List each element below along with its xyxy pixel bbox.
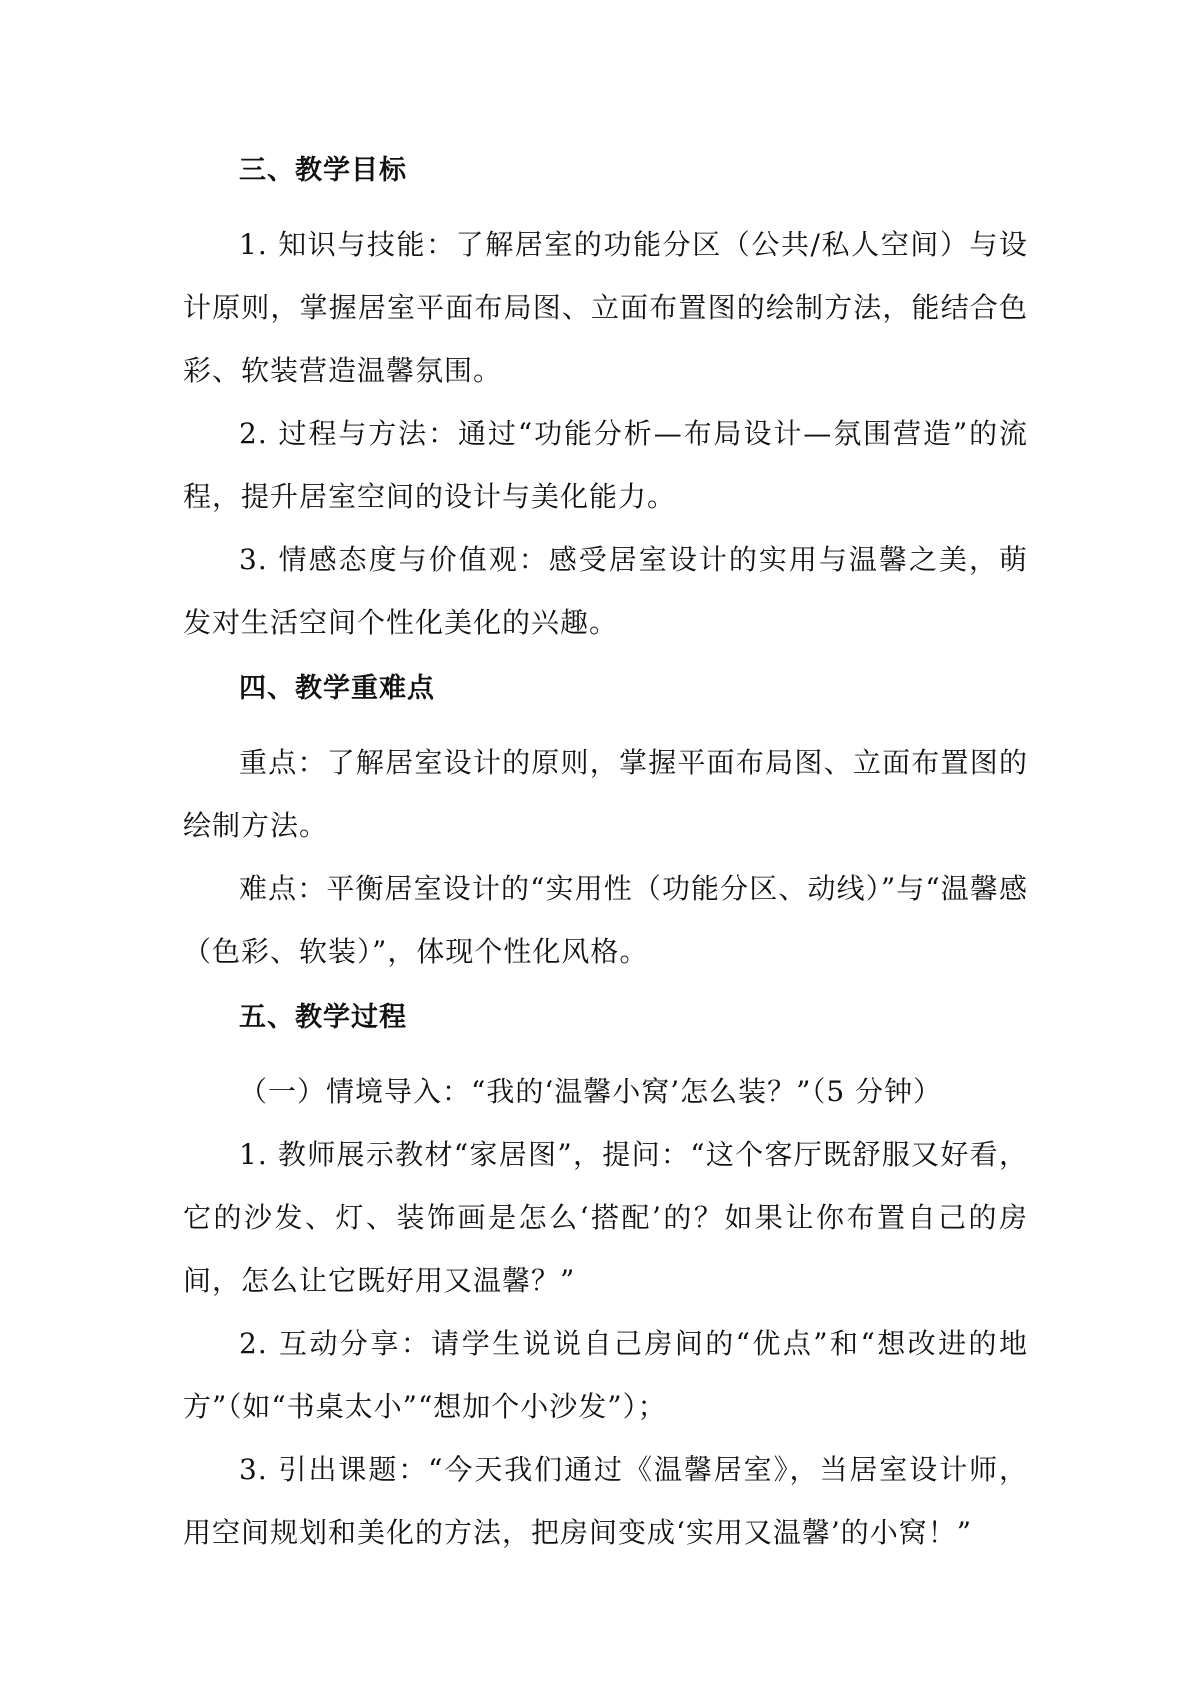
goal-knowledge-skills: 1. 知识与技能：了解居室的功能分区（公共/私人空间）与设计原则，掌握居室平面布局图、立面布置图的绘制方法，能结合色彩、软装营造温馨氛围。 — [183, 228, 1028, 387]
section-heading-teaching-process: 五、教学过程 — [239, 1002, 407, 1033]
process-step-3: 3. 引出课题：“今天我们通过《温馨居室》，当居室设计师，用空间规划和美化的方法，把房间变成‘实用又温馨’的小窝！” — [183, 1453, 1028, 1549]
goal-emotion-values: 3. 情感态度与价值观：感受居室设计的实用与温馨之美，萌发对生活空间个性化美化的兴趣。 — [183, 543, 1028, 639]
difficulty-paragraph: 难点：平衡居室设计的“实用性（功能分区、动线）”与“温馨感（色彩、软装）”，体现个性化风格。 — [183, 872, 1028, 968]
goal-process-methods: 2. 过程与方法：通过“功能分析—布局设计—氛围营造”的流程，提升居室空间的设计与美化能力。 — [183, 417, 1028, 513]
subheading-situation-intro: （一）情境导入：“我的‘温馨小窝’怎么装？”（5 分钟） — [239, 1075, 943, 1108]
key-point-paragraph: 重点：了解居室设计的原则，掌握平面布局图、立面布置图的绘制方法。 — [183, 746, 1028, 842]
process-step-2: 2. 互动分享：请学生说说自己房间的“优点”和“想改进的地方”（如“书桌太小”“想加个小沙发”）； — [183, 1327, 1028, 1423]
process-step-1: 1. 教师展示教材“家居图”，提问：“这个客厅既舒服又好看，它的沙发、灯、装饰画是怎么‘搭配’的？如果让你布置自己的房间，怎么让它既好用又温馨？” — [183, 1138, 1028, 1297]
document-page — [183, 150, 1028, 1564]
section-heading-teaching-goals: 三、教学目标 — [239, 155, 407, 186]
section-heading-key-difficult-points: 四、教学重难点 — [239, 673, 435, 704]
